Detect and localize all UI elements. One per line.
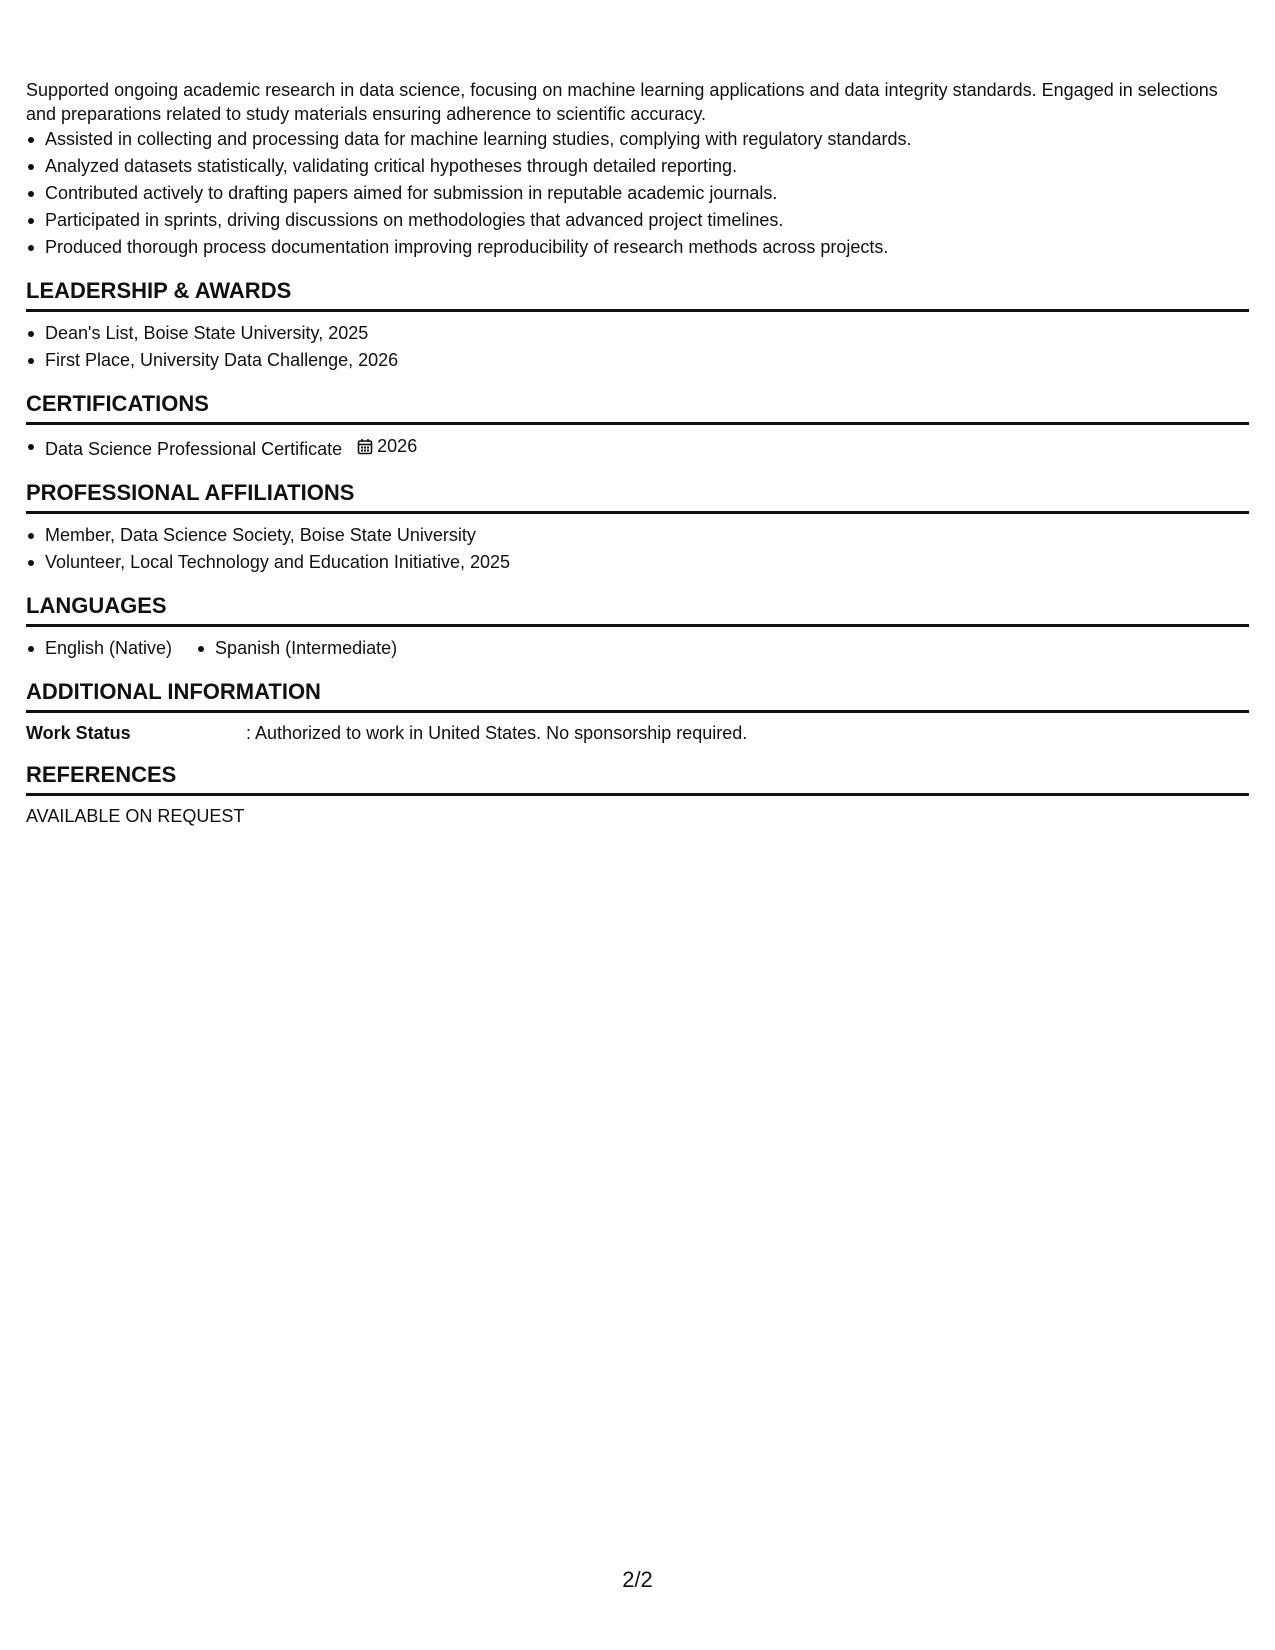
affiliations-section [26,479,1249,576]
work-status-value: : Authorized to work in United States. No sponsorship required. [246,723,748,743]
additional-heading: ADDITIONAL INFORMATION [26,678,1249,713]
list-item: Dean's List, Boise State University, 2025 [26,320,1249,347]
leadership-section [26,277,1249,374]
languages-list [26,635,1249,662]
list-item: First Place, University Data Challenge, 2026 [26,347,1249,374]
leadership-heading: LEADERSHIP & AWARDS [26,277,1249,312]
certifications-section [26,390,1249,463]
page-number: 2/2 [622,1567,653,1592]
work-status-label: Work Status [26,723,131,743]
affiliations-list [26,522,1249,576]
list-item: Contributed actively to drafting papers aimed for submission in reputable academic journals. [26,180,1249,207]
list-item: Assisted in collecting and processing data for machine learning studies, complying with regulatory standards. [26,126,1249,153]
resume-page [26,78,1249,828]
languages-heading: LANGUAGES [26,592,1249,627]
calendar-icon [357,438,373,455]
list-item: Member, Data Science Society, Boise State University [26,522,1249,549]
affiliations-heading: PROFESSIONAL AFFILIATIONS [26,479,1249,514]
certificate-year: 2026 [377,436,418,456]
additional-section [26,678,1249,745]
list-item: Produced thorough process documentation improving reproducibility of research methods across projects. [26,234,1249,261]
leadership-list [26,320,1249,374]
list-item: Volunteer, Local Technology and Education Initiative, 2025 [26,549,1249,576]
list-item [26,433,1249,463]
list-item: Participated in sprints, driving discussions on methodologies that advanced project timelines. [26,207,1249,234]
certifications-list [26,433,1249,463]
list-item: Spanish (Intermediate) [196,635,397,662]
certificate-date [357,433,417,460]
certificate-name: Data Science Professional Certificate [45,439,343,459]
certifications-heading: CERTIFICATIONS [26,390,1249,425]
work-status-row [26,721,1249,745]
references-heading: REFERENCES [26,761,1249,796]
references-text: AVAILABLE ON REQUEST [26,806,245,826]
list-item: English (Native) [26,635,172,662]
experience-bullets [26,126,1249,261]
references-section [26,761,1249,828]
languages-section [26,592,1249,662]
experience-section [26,78,1249,261]
list-item: Analyzed datasets statistically, validating critical hypotheses through detailed reporting. [26,153,1249,180]
experience-summary: Supported ongoing academic research in data science, focusing on machine learning applications and data integrity standards. Engaged in selections and preparations related to study materials ensuring adherence to scientific accuracy. [26,80,1218,124]
